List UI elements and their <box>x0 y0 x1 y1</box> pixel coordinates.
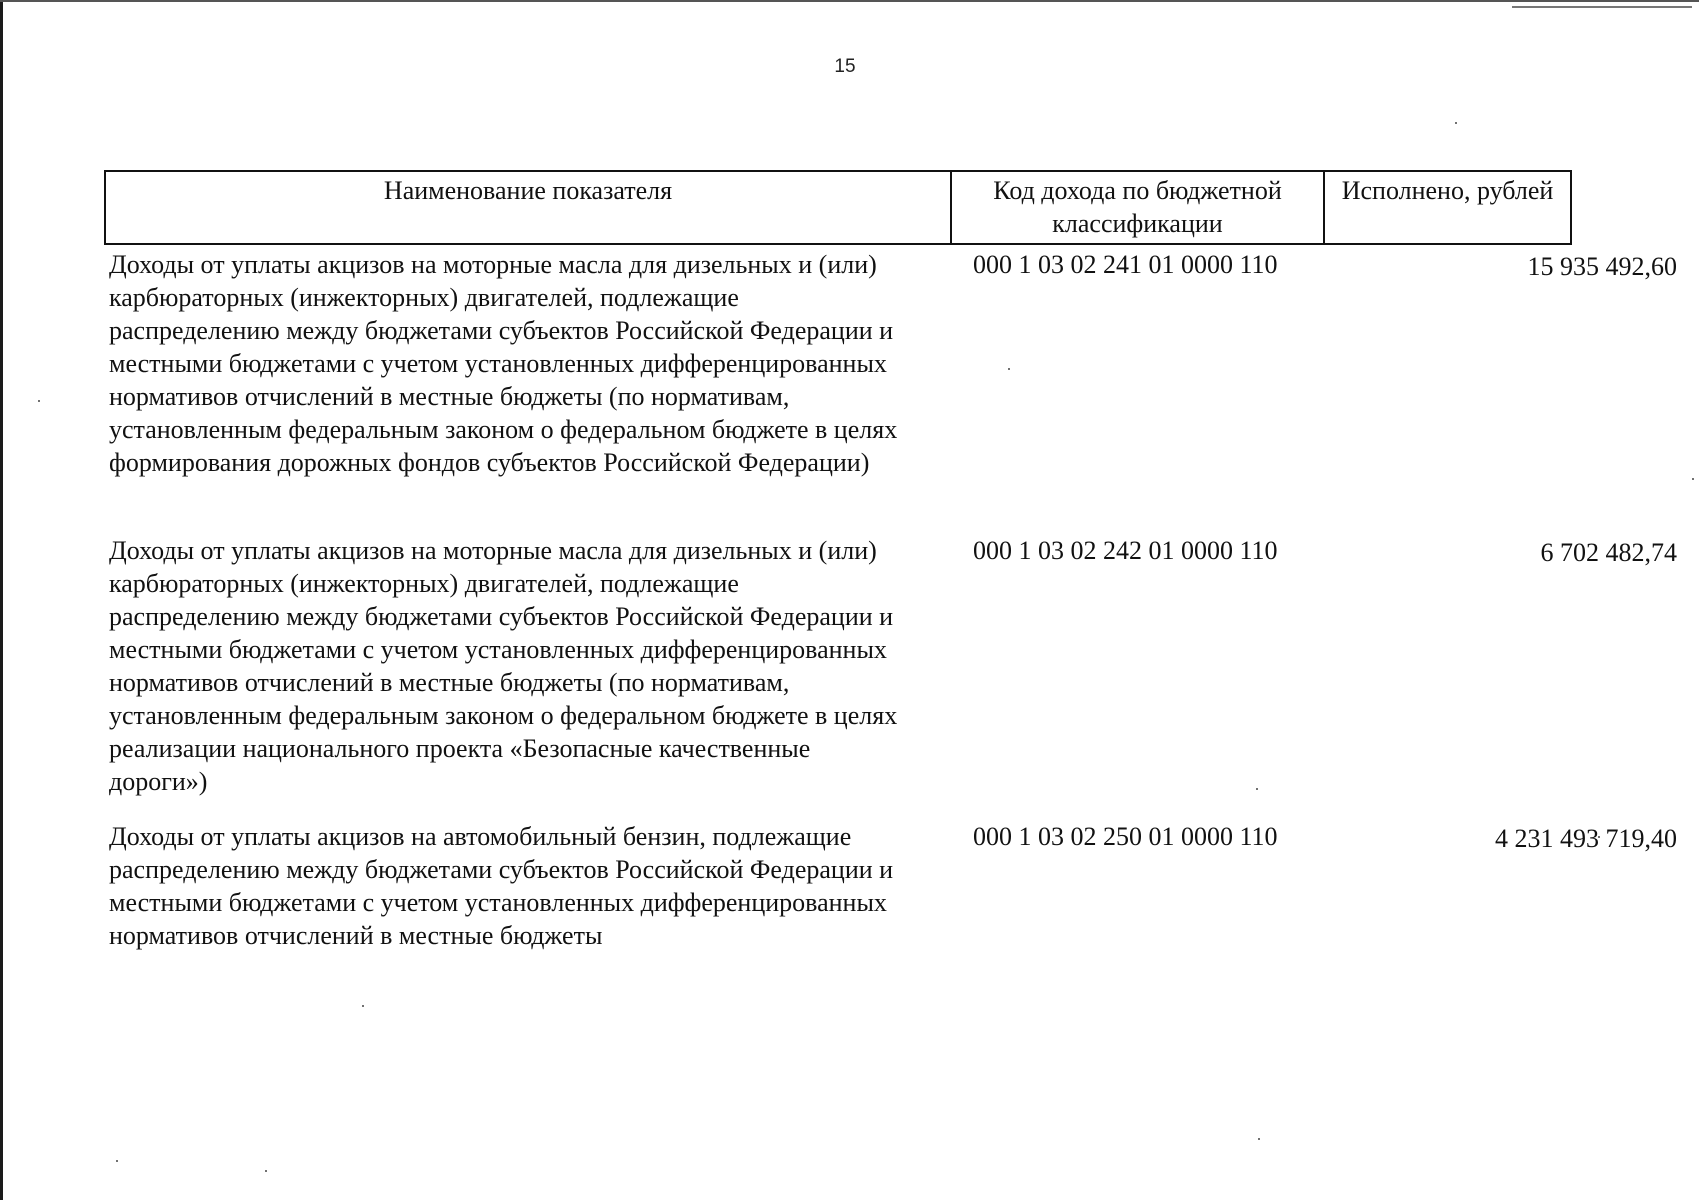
header-sum: Исполнено, рублей <box>1341 176 1554 205</box>
scan-border-top <box>0 0 1699 2</box>
scan-speck <box>1008 368 1010 370</box>
indicator-name: Доходы от уплаты акцизов на моторные масла для дизельных и (или) карбюраторных (инжекторных) двигателей, подлежащие распределению между бюджетами субъектов Российской Федерации и местными бюджетами с учетом установленных дифференцированных нормативов отчислений в местные бюджеты (по нормативам, установленным федеральным законом о федеральном бюджете в целях реализации национального проекта «Безопасные качественные дороги») <box>109 536 898 796</box>
scan-speck <box>265 1170 267 1172</box>
executed-amount: 15 935 492,60 <box>1527 252 1677 281</box>
table-header <box>104 170 1572 245</box>
scan-speck <box>38 400 40 402</box>
header-name: Наименование показателя <box>106 172 952 243</box>
scan-speck <box>362 1005 364 1007</box>
income-code: 000 1 03 02 242 01 0000 110 <box>973 536 1278 565</box>
page-number: 15 <box>834 56 856 77</box>
indicator-name: Доходы от уплаты акцизов на автомобильный бензин, подлежащие распределению между бюджетами субъектов Российской Федерации и местными бюджетами с учетом установленных дифференцированных нормативов отчислений в местные бюджеты <box>109 822 894 950</box>
scan-mark-top-right <box>1512 6 1692 8</box>
executed-amount: 6 702 482,74 <box>1540 538 1677 567</box>
header-code: Код дохода по бюджетной классификации <box>952 172 1325 243</box>
indicator-name: Доходы от уплаты акцизов на моторные масла для дизельных и (или) карбюраторных (инжекторных) двигателей, подлежащие распределению между бюджетами субъектов Российской Федерации и местными бюджетами с учетом установленных дифференцированных нормативов отчислений в местные бюджеты (по нормативам, установленным федеральным законом о федеральном бюджете в целях формирования дорожных фондов субъектов Российской Федерации) <box>109 250 898 477</box>
scan-speck <box>1455 122 1457 124</box>
scan-speck <box>1692 478 1694 480</box>
income-code: 000 1 03 02 241 01 0000 110 <box>973 250 1278 279</box>
scan-speck <box>1258 1138 1260 1140</box>
executed-amount: 4 231 493 719,40 <box>1495 824 1677 853</box>
scan-border-left <box>0 0 3 1200</box>
scan-speck <box>1256 788 1258 790</box>
income-code: 000 1 03 02 250 01 0000 110 <box>973 822 1278 851</box>
scan-speck <box>116 1160 118 1162</box>
